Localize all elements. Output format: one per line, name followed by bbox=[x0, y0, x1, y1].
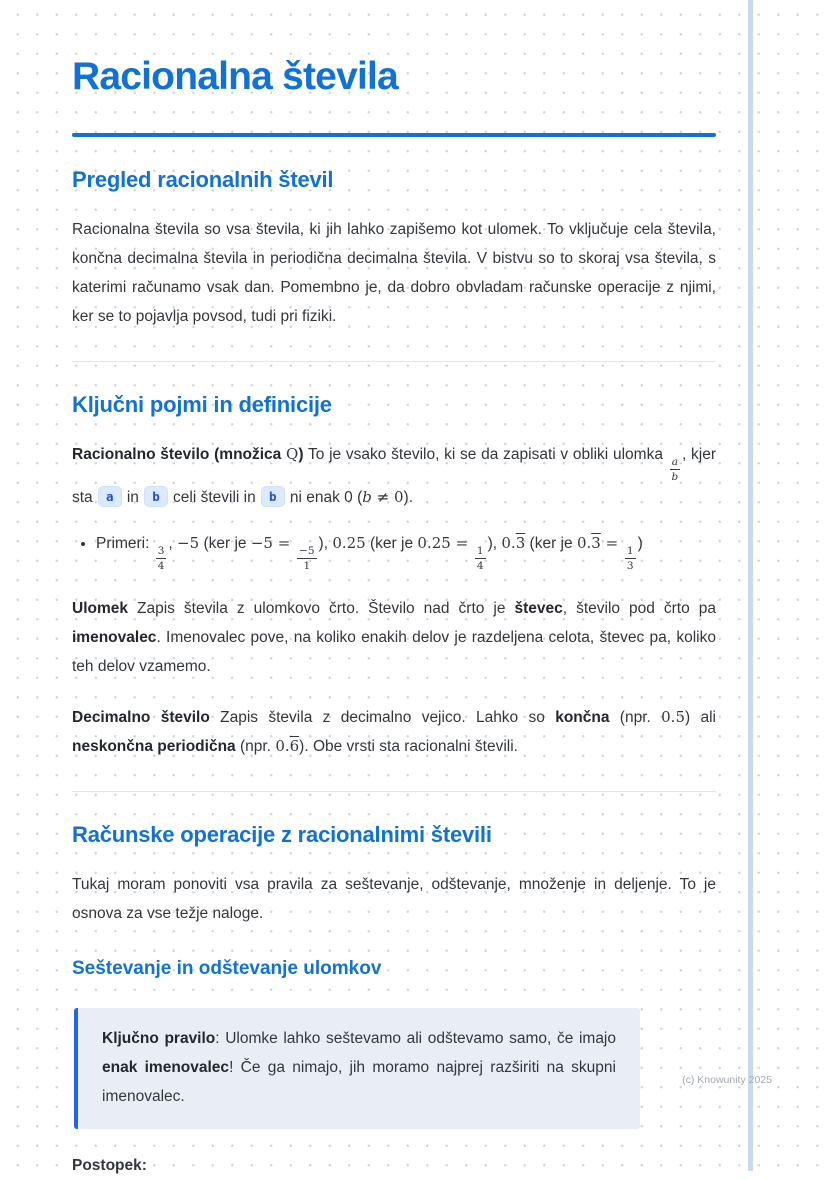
section-heading-overview: Pregled racionalnih števil bbox=[72, 166, 334, 192]
callout-text: Ključno pravilo: Ulomke lahko seštevamo ali odštevamo samo, če imajo enak imenovalec! Če ga nimajo, jih moramo najprej razširiti na skupni imenovalec. bbox=[102, 1030, 617, 1106]
fraction: $\frac{a}{b}$ bbox=[671, 455, 679, 483]
list-item-examples: • Primeri: $\frac{3}{4}$ , −5 (ker je −5 = $\frac{-5}{1}$ ), 0.25 (ker je 0.25 = $\frac{1}{4}$ ), 0.3 (ker je 0.3 = $\frac{1}{3}$ ) bbox=[96, 528, 716, 572]
section-heading-operations: Računske operacije z racionalnimi števili bbox=[72, 822, 492, 848]
section-divider bbox=[72, 791, 716, 792]
inline-code-badge: b bbox=[261, 486, 285, 507]
paragraph-overview: Racionalna števila so vsa števila, ki jih lahko zapišemo kot ulomek. To vključuje cela števila, končna decimalna števila in periodična decimalna števila. V bistvu so to skoraj vsa števila, s katerimi računamo vsak dan. Pomembno je, da dobro obvladam računske operacije z njimi, ker se to pojavlja povsod, tudi pri fiziki. bbox=[72, 220, 716, 325]
inline-code-badge: a bbox=[98, 486, 122, 507]
paragraph-operations: Tukaj moram ponoviti vsa pravila za seštevanje, odštevanje, množenje in deljenje. To je osnova za vse težje naloge. bbox=[72, 876, 716, 923]
section-heading-definitions: Ključni pojmi in definicije bbox=[72, 391, 332, 417]
section-overview bbox=[72, 167, 716, 331]
fraction: $\frac{3}{4}$ bbox=[157, 544, 165, 572]
section-definitions bbox=[72, 392, 716, 761]
fraction: $\frac{1}{3}$ bbox=[626, 544, 634, 572]
inline-code-badge: b bbox=[144, 486, 168, 507]
subsection-heading-addition: Seštevanje in odštevanje ulomkov bbox=[72, 958, 382, 980]
paragraph-decimal-definition: Decimalno število Zapis števila z decimalno vejico. Lahko so končna (npr. 0.5) ali neskončna periodična (npr. 0.6). Obe vrsti sta racionalni števili. bbox=[72, 708, 716, 756]
paragraph-rational-definition: Racionalno število (množica Q) To je vsako število, ki se da zapisati v obliki ulomka $\frac{a}{b}$ , kjer sta a in b celi števili in b ni enak 0 (b ≠ 0). bbox=[72, 444, 716, 506]
page-title: Racionalna števila bbox=[72, 55, 398, 98]
title-rule bbox=[72, 133, 716, 137]
section-operations bbox=[72, 822, 716, 1180]
copyright: (c) Knowunity 2025 bbox=[682, 1074, 772, 1086]
fraction: $\frac{-5}{1}$ bbox=[299, 544, 315, 572]
key-rule-callout bbox=[74, 1008, 640, 1129]
paragraph-fraction-definition: Ulomek Zapis števila z ulomkovo črto. Število nad črto je števec, število pod črto pa imenovalec. Imenovalec pove, na koliko enakih delov je razdeljena celota, števec pa, koliko teh delov vzamemo. bbox=[72, 600, 716, 676]
postopek-label: Postopek: bbox=[72, 1157, 147, 1175]
fraction: $\frac{1}{4}$ bbox=[476, 544, 484, 572]
section-divider bbox=[72, 361, 716, 362]
examples-list bbox=[72, 528, 716, 572]
